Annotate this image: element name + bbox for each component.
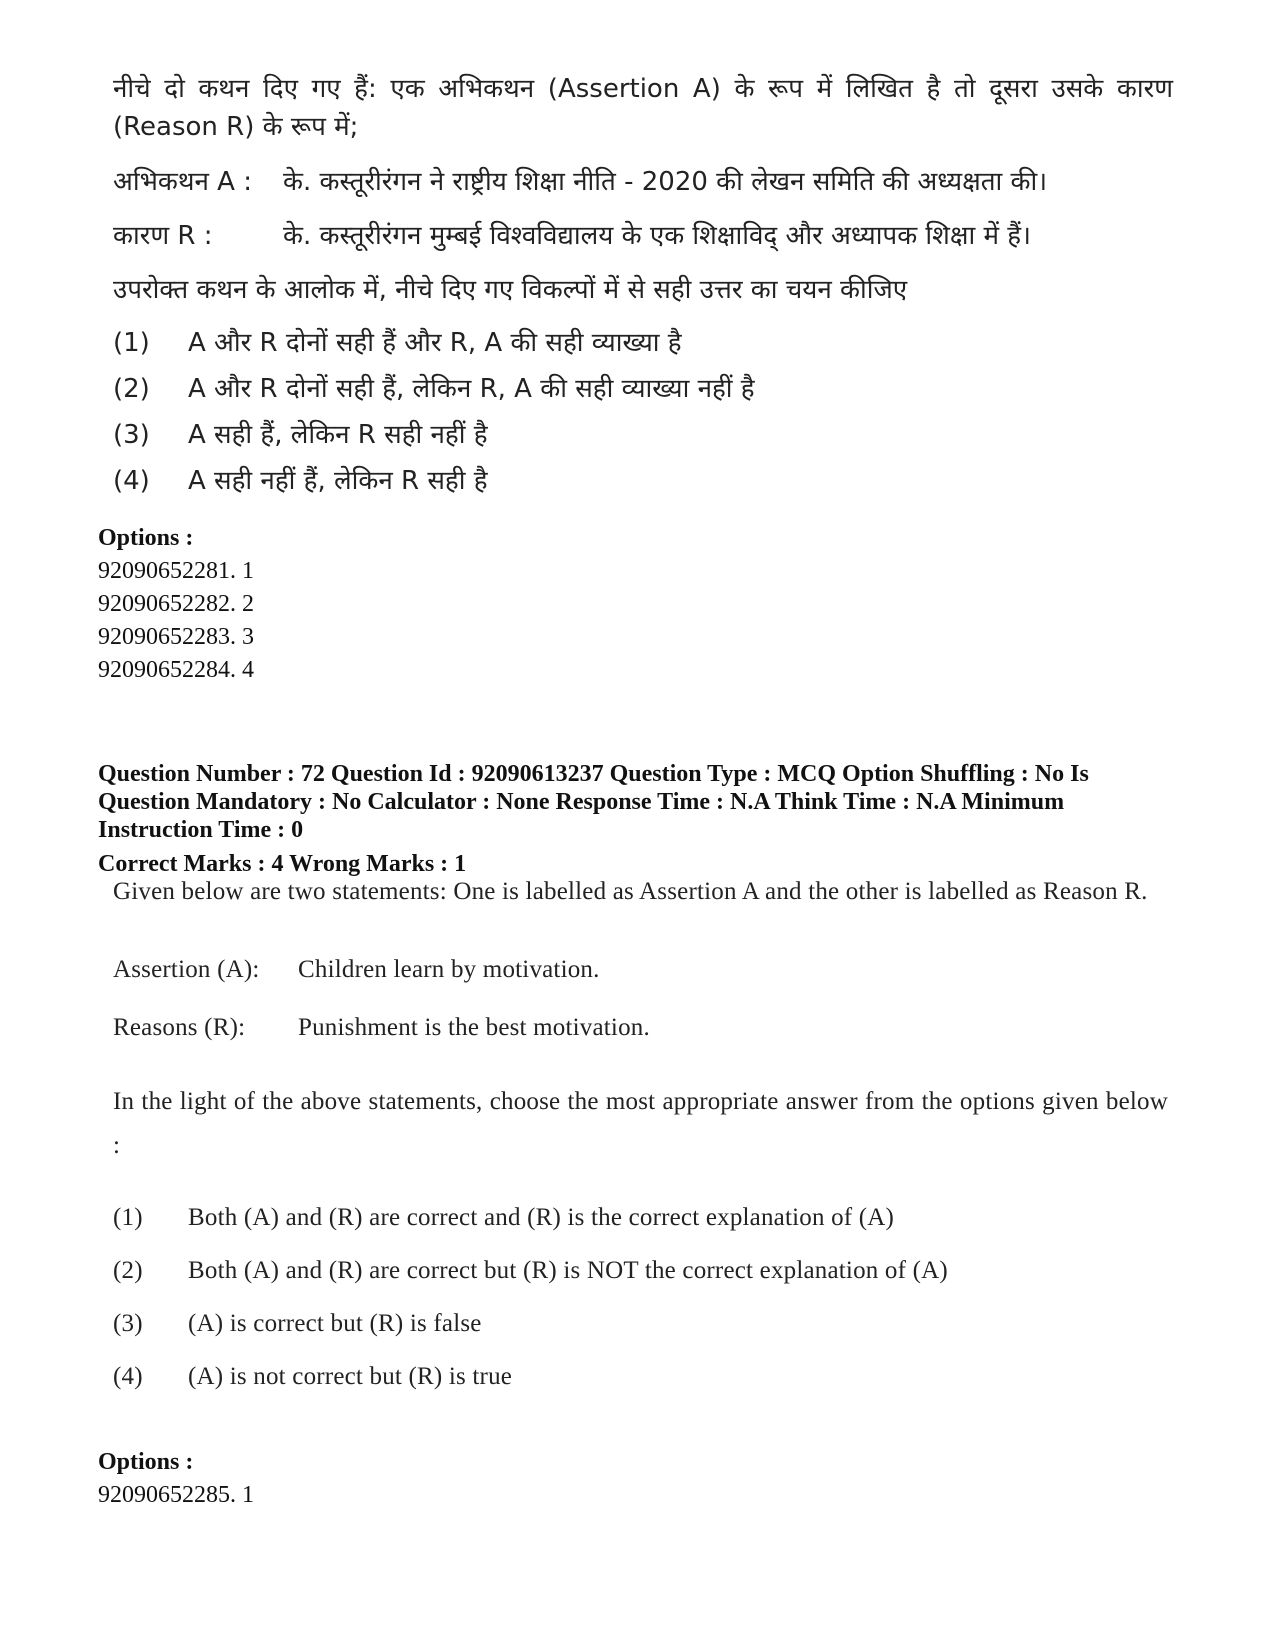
option-item: 92090652281. 1 bbox=[98, 558, 254, 584]
hindi-option-text: A और R दोनों सही हैं और R, A की सही व्याख्या है bbox=[188, 328, 682, 358]
options-title: Options : bbox=[98, 1449, 194, 1475]
hindi-reason-text: के. कस्तूरीरंगन मुम्बई विश्वविद्यालय के एक शिक्षाविद् और अध्यापक शिक्षा में हैं। bbox=[283, 221, 1031, 251]
hindi-reason-label: कारण R : bbox=[113, 221, 213, 251]
english-option-text: (A) is correct but (R) is false bbox=[188, 1310, 482, 1337]
english-option-text: Both (A) and (R) are correct but (R) is NOT the correct explanation of (A) bbox=[188, 1257, 948, 1284]
english-option bbox=[113, 1200, 1168, 1236]
hindi-option-number: (2) bbox=[113, 374, 150, 404]
hindi-options-list bbox=[113, 320, 1173, 504]
options-block-1 bbox=[98, 522, 254, 687]
hindi-option bbox=[113, 320, 1173, 366]
english-option bbox=[113, 1253, 1168, 1289]
english-option-number: (3) bbox=[113, 1310, 143, 1337]
english-option-number: (2) bbox=[113, 1257, 143, 1284]
hindi-option-number: (3) bbox=[113, 420, 150, 450]
english-intro: Given below are two statements: One is labelled as Assertion A and the other is labelled as Reason R. bbox=[113, 878, 1148, 905]
hindi-intro: नीचे दो कथन दिए गए हैं: एक अभिकथन (Assertion A) के रूप में लिखित है तो दूसरा उसके कारण (Reason R) के रूप में; bbox=[113, 74, 1173, 142]
option-item: 92090652284. 4 bbox=[98, 657, 254, 683]
english-option-number: (1) bbox=[113, 1204, 143, 1231]
options-block-2 bbox=[98, 1446, 254, 1512]
english-question-image bbox=[113, 870, 1168, 1395]
english-option bbox=[113, 1359, 1168, 1395]
hindi-option-text: A सही हैं, लेकिन R सही नहीं है bbox=[188, 420, 488, 450]
english-assertion bbox=[113, 952, 1168, 988]
hindi-option bbox=[113, 366, 1173, 412]
question-meta-line: Question Number : 72 Question Id : 92090613237 Question Type : MCQ Option Shuffling : No Is Question Mandatory : No Calculator : None Response Time : N.A Think Time : N.A Minimum Instruction Time : 0 bbox=[98, 761, 1089, 843]
hindi-question-image bbox=[113, 70, 1173, 504]
english-option-text: (A) is not correct but (R) is true bbox=[188, 1363, 513, 1390]
question-marks: Correct Marks : 4 Wrong Marks : 1 bbox=[98, 851, 467, 877]
hindi-assertion bbox=[113, 164, 1173, 200]
hindi-option bbox=[113, 412, 1173, 458]
english-option-text: Both (A) and (R) are correct and (R) is the correct explanation of (A) bbox=[188, 1204, 895, 1231]
hindi-assertion-label: अभिकथन A : bbox=[113, 167, 252, 197]
option-item: 92090652285. 1 bbox=[98, 1482, 254, 1508]
option-item: 92090652282. 2 bbox=[98, 591, 254, 617]
english-option-number: (4) bbox=[113, 1363, 143, 1390]
english-reason bbox=[113, 1010, 1168, 1046]
options-title: Options : bbox=[98, 525, 194, 551]
hindi-assertion-text: के. कस्तूरीरंगन ने राष्ट्रीय शिक्षा नीति - 2020 की लेखन समिति की अध्यक्षता की। bbox=[283, 167, 1048, 197]
hindi-option-text: A सही नहीं हैं, लेकिन R सही है bbox=[188, 466, 488, 496]
english-options-list bbox=[113, 1200, 1168, 1395]
english-assertion-text: Children learn by motivation. bbox=[298, 956, 600, 983]
english-option bbox=[113, 1306, 1168, 1342]
english-assertion-label: Assertion (A): bbox=[113, 956, 260, 983]
hindi-option-text: A और R दोनों सही हैं, लेकिन R, A की सही व्याख्या नहीं है bbox=[188, 374, 755, 404]
english-instruction: In the light of the above statements, choose the most appropriate answer from the options given below : bbox=[113, 1088, 1168, 1159]
hindi-option-number: (1) bbox=[113, 328, 150, 358]
hindi-instruction: उपरोक्त कथन के आलोक में, नीचे दिए गए विकल्पों में से सही उत्तर का चयन कीजिए bbox=[113, 275, 908, 305]
option-item: 92090652283. 3 bbox=[98, 624, 254, 650]
hindi-option bbox=[113, 458, 1173, 504]
english-reason-label: Reasons (R): bbox=[113, 1014, 246, 1041]
question-meta bbox=[98, 760, 1178, 878]
hindi-reason bbox=[113, 218, 1173, 254]
english-reason-text: Punishment is the best motivation. bbox=[298, 1014, 650, 1041]
hindi-option-number: (4) bbox=[113, 466, 150, 496]
